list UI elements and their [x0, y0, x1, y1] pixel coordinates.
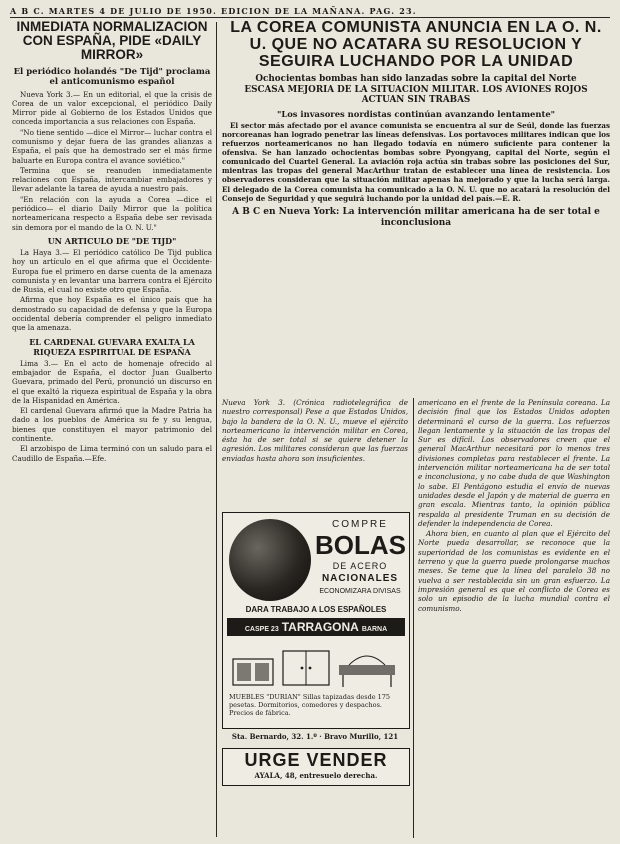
- advertisement-urge-vender: [222, 748, 410, 786]
- subcolumn-divider: [413, 398, 414, 838]
- nueva-york-text-right: [418, 398, 610, 614]
- article-paragraph: El cardenal Guevara afirmó que la Madre Patria ha dado a los pueblos de América su fe y su lengua, bienes que constituyen el mayor patrimonio del continente.: [12, 406, 212, 444]
- ad-bolas: BOLAS: [315, 530, 406, 560]
- article-paragraph: "En relación con la ayuda a Corea —dice el periódico— el diario Daily Mirror que la política norteamericana respecto a España debe ser revisada sin demora por el mando de la O. N. U.": [12, 194, 212, 232]
- ad-de-acero: DE ACERO: [332, 561, 388, 571]
- nueva-york-text-left: [222, 398, 408, 464]
- subhead-situacion: ESCASA MEJORIA DE LA SITUACION MILITAR. LOS AVIONES ROJOS ACTUAN SIN TRABAS: [244, 84, 588, 106]
- masthead-rule: [10, 17, 610, 18]
- ad-brand-main: TARRAGONA: [281, 620, 359, 634]
- ad-economizara: ECONOMIZARA DIVISAS: [319, 588, 401, 595]
- furniture-drawing: [229, 641, 403, 691]
- section-heading-nueva-york: A B C en Nueva York: La intervención militar americana ha de ser total e inconclusiona: [232, 206, 600, 228]
- ad-durian-text: MUEBLES "DURIAN" Sillas tapizadas desde 175 pesetas. Dormitorios, comedores y despachos. Precios de fábrica.: [229, 693, 391, 717]
- subhead-bombas: Ochocientas bombas han sido lanzadas sobre la capital del Norte: [255, 74, 577, 85]
- ad-urge-vender-address: AYALA, 48, entresuelo derecha.: [254, 771, 378, 780]
- section-heading-cardenal: EL CARDENAL GUEVARA EXALTA LA RIQUEZA ESPIRITUAL DE ESPAÑA: [29, 336, 195, 357]
- steel-ball-image: [229, 519, 311, 601]
- advertisement-bolas: [222, 512, 410, 729]
- ad-brand-right: BARNA: [361, 626, 388, 633]
- article-paragraph: americano en el frente de la Península coreana. La decisión final que los Estados Unidos adopten determinará el curso de la guerra. Los refuerzos llegan lentamente y la situación de las tropas del Sur es difícil. Los observadores creen que el general MacArthur necesitará por lo menos tres divisiones completas para restablecer el frente. La intervención militar norteamericana ha de ser total e inconclusiona, y no cabe duda de que Washington lo sabe. El Pentágono estudia el envío de nuevas unidades desde el Japón y de material de guerra en gran escala. Mientras tanto, la opinión pública respalda al presidente Truman en su decisión de defender la independencia de Corea.: [418, 398, 610, 528]
- ad-dara-trabajo: DARA TRABAJO A LOS ESPAÑOLES: [245, 605, 387, 614]
- ad-address: Sta. Bernardo, 32. 1.º · Bravo Murillo, 121: [231, 732, 399, 741]
- article-paragraph: "No tiene sentido —dice el Mirror— luchar contra el comunismo y dejar fuera de las grandes alianzas a España, el país que ha demostrado ser el más firme baluarte en Europa contra el avance soviético.": [12, 127, 212, 165]
- ad-brand-left: CASPE 23: [244, 626, 279, 633]
- article-paragraph: Afirma que hoy España es el único país que ha demostrado su capacidad de defensa y que la Europa occidental debería comprender el peligro inmediato que la amenaza.: [12, 295, 212, 333]
- subhead-de-tijd: El periódico holandés "De Tijd" proclama el anticomunismo español: [13, 66, 211, 87]
- ad-tarragona-band: [227, 618, 405, 636]
- article-paragraph: Nueva York 3. (Crónica radiotelegráfica de nuestro corresponsal) Pese a que Estados Unidos, bajo la bandera de la O. N. U., mueve el ejército norteamericano la intervención militar en Corea, ésta ha de ser total si se quiere detener la agresión. Los militares consideran que las fuerzas enviadas hasta ahora son insuficientes.: [222, 398, 408, 463]
- article-paragraph: La Haya 3.— El periódico católico De Tijd publica hoy un artículo en el que afirma que el Occidente-Europa fue el primero en darse cuenta de la amenaza comunista y en levantar una barrera contra el Ejército de Rusia, el cual no existe otro que España.: [12, 247, 212, 295]
- headline-normalizacion: INMEDIATA NORMALIZACION CON ESPAÑA, PIDE «DAILY MIRROR»: [16, 19, 208, 63]
- masthead: A B C. MARTES 4 DE JULIO DE 1950. EDICION DE LA MAÑANA. PAG. 23.: [10, 6, 417, 16]
- article-paragraph: Ahora bien, en cuanto al plan que el Ejército del Norte pueda desarrollar, se reconoce que la superioridad de los comunistas es evidente en el terreno y que la guerra puede prolongarse muchos meses. Se teme que la línea del paralelo 38 no vuelva a ser restablecida sin un gran esfuerzo. La impresión general es que el conflicto de Corea es solo un episodio de la lucha mundial contra el comunismo.: [418, 529, 610, 613]
- headline-corea: LA COREA COMUNISTA ANUNCIA EN LA O. N. U. QUE NO ACATARA SU RESOLUCION Y SEGUIRA LUCHANDO POR LA UNIDAD: [230, 19, 602, 70]
- section-heading-de-tijd: UN ARTICULO DE "DE TIJD": [47, 235, 177, 246]
- furniture-illustration: [229, 641, 403, 691]
- article-paragraph: Nueva York 3.— En un editorial, el que la crisis de Corea de un valor excepcional, el periódico Daily Mirror pide al Gobierno de los Estados Unidos que conceda importancia a sus relaciones con España.: [12, 89, 212, 127]
- right-column: [222, 20, 610, 232]
- article-paragraph: Termina que se reanuden inmediatamente relaciones con España, intercambiar embajadores y llevar adelante la tarea de ayuda a nuestro país.: [12, 165, 212, 194]
- column-divider: [216, 22, 217, 837]
- quote-invasores: "Los invasores nordistas continúan avanzando lentamente": [276, 108, 556, 119]
- ad-compre: COMPRE: [332, 519, 388, 530]
- left-column: [12, 20, 212, 464]
- article-paragraph: El arzobispo de Lima terminó con un saludo para el Caudillo de España.—Efe.: [12, 444, 212, 463]
- ad-urge-vender-title: URGE VENDER: [244, 750, 388, 770]
- article-paragraph: Lima 3.— En el acto de homenaje ofrecido al embajador de España, el doctor Juan Gualberto Guevara, primado del Perú, pronunció un discurso en el que exaltó la riqueza espiritual de España y la obra de la Hispanidad en América.: [12, 358, 212, 405]
- ad-nacionales: NACIONALES: [321, 573, 399, 584]
- article-body-corea: El sector más afectado por el avance comunista se encuentra al sur de Seúl, donde las fuerzas norcoreanas han logrado penetrar las líneas defensivas. Los portavoces militares indican que los refuerzos norteamericanos no han llegado todavía en número suficiente para contener la ofensiva. Se han lanzado ochocientas bombas sobre Pyongyang, capital del Norte, según el comunicado del Cuartel General. La aviación roja actúa sin trabas sobre las posiciones del Sur, mientras las tropas del general MacArthur tratan de establecer una línea de resistencia. Los observadores consideran que la situación militar apenas ha mejorado y que la lucha será larga. El delegado de la Corea comunista ha comunicado a la O. N. U. que no acatará la resolución del Consejo de Seguridad y que seguirá luchando por la unidad del país.—E. R.: [222, 120, 610, 203]
